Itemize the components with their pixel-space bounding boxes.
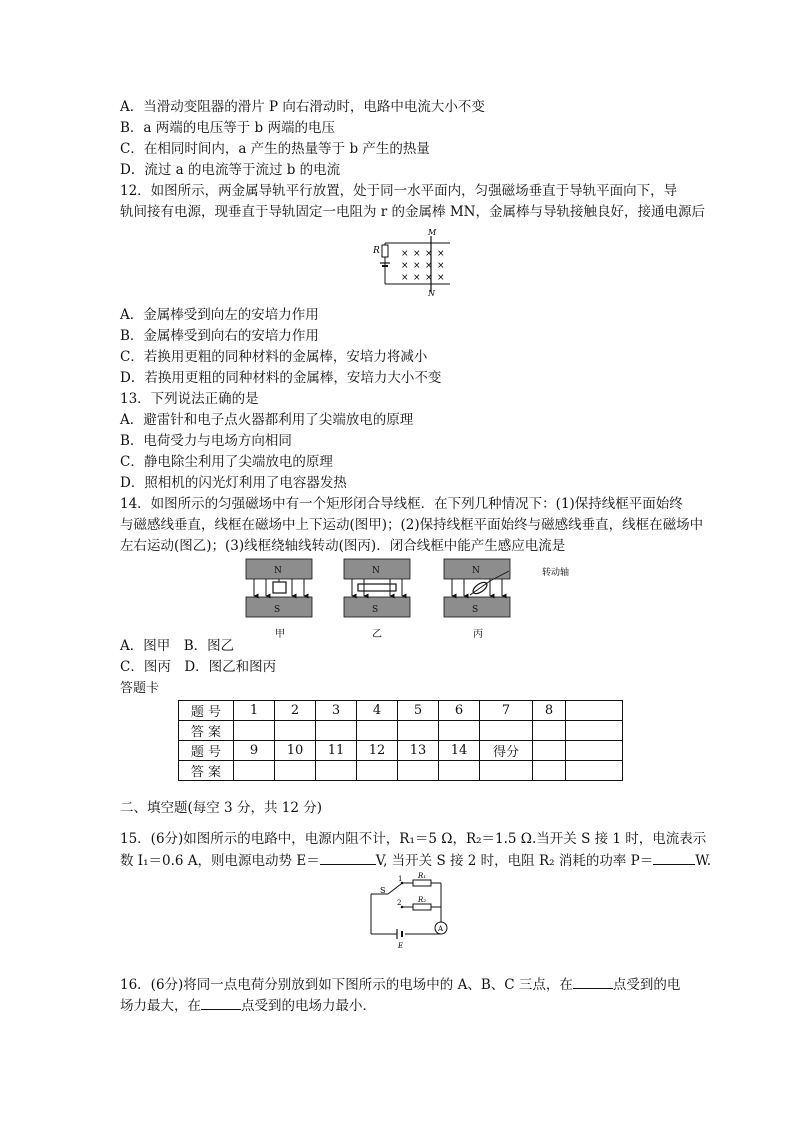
table-cell: 7 <box>480 701 533 721</box>
q14-stem-line2: 与磁感线垂直，线框在磁场中上下运动(图甲)；(2)保持线框平面始终与磁感线垂直，线框在磁场中 <box>120 517 704 533</box>
q15-blank-e[interactable] <box>320 851 376 865</box>
resistor-r2 <box>413 904 431 910</box>
answer-cell <box>234 761 275 781</box>
pole-n: N <box>472 566 480 576</box>
label-e: E <box>398 942 404 950</box>
q11-option-d: D．流过 a 的电流等于流过 b 的电流 <box>120 162 341 178</box>
caption-yi: 乙 <box>372 629 382 640</box>
svg-text:×: × <box>401 261 409 271</box>
q13-stem: 13．下列说法正确的是 <box>120 391 259 407</box>
label-1: 1 <box>398 875 403 883</box>
q12-stem-line1: 12．如图所示，两金属导轨平行放置，处于同一水平面内，匀强磁场垂直于导轨平面向下，导 <box>120 183 678 199</box>
q15-text-c: W. <box>695 853 712 869</box>
table-cell: 5 <box>398 701 439 721</box>
table-row <box>179 701 623 721</box>
q12-option-a: A．金属棒受到向左的安培力作用 <box>120 307 319 323</box>
resistor-r <box>382 245 388 257</box>
table-cell <box>566 701 623 721</box>
answer-cell <box>566 721 623 741</box>
table-cell: 3 <box>316 701 357 721</box>
label-a: A <box>438 925 444 933</box>
q13-option-c: C．静电除尘利用了尖端放电的原理 <box>120 454 333 470</box>
row-label: 答 案 <box>179 761 234 781</box>
answer-card-table <box>178 700 623 781</box>
field-crosses <box>401 249 445 283</box>
label-r: R <box>373 246 380 256</box>
q13-option-a: A．避雷针和电子点火器都利用了尖端放电的原理 <box>120 412 414 428</box>
q13-option-b: B．电荷受力与电场方向相同 <box>120 433 292 449</box>
q16-blank-min[interactable] <box>201 996 241 1010</box>
table-cell: 13 <box>398 741 439 761</box>
q16-text-c: 场力最大，在 <box>120 998 201 1014</box>
answer-cell <box>480 761 533 781</box>
table-cell: 9 <box>234 741 275 761</box>
caption-bing: 丙 <box>473 629 483 640</box>
figure-jia <box>246 559 312 640</box>
wire-loop <box>273 582 286 593</box>
q15-text-a: 数 I₁＝0.6 A，则电源电动势 E＝ <box>120 853 320 869</box>
answer-cell <box>316 761 357 781</box>
figure-yi <box>344 559 410 640</box>
q15-line1: 15．(6分)如图所示的电路中，电源内阻不计，R₁＝5 Ω，R₂＝1.5 Ω.当开关 S 接 1 时，电流表示 <box>120 831 707 847</box>
answer-cell <box>566 761 623 781</box>
q12-rail-figure <box>370 228 460 296</box>
label-r1: R₁ <box>418 872 427 880</box>
caption-jia: 甲 <box>275 629 285 640</box>
q14-options-line1: A．图甲 B．图乙 <box>120 638 235 654</box>
pole-s: S <box>472 605 479 615</box>
q12-option-c: C．若换用更粗的同种材料的金属棒，安培力将减小 <box>120 349 428 365</box>
label-n: N <box>428 289 435 298</box>
svg-text:×: × <box>425 273 433 283</box>
table-row <box>179 741 623 761</box>
table-cell: 11 <box>316 741 357 761</box>
q14-magnet-figures <box>244 557 584 643</box>
q15-circuit-figure <box>362 872 452 950</box>
resistor-r1 <box>413 880 431 886</box>
row-label: 题 号 <box>179 701 234 721</box>
table-cell: 12 <box>357 741 398 761</box>
q16-line2 <box>120 996 376 1015</box>
table-cell <box>533 741 566 761</box>
label-r2: R₂ <box>418 896 427 904</box>
q16-blank-max[interactable] <box>573 975 613 989</box>
answer-card-title: 答题卡 <box>120 681 160 696</box>
svg-text:×: × <box>437 273 445 283</box>
answer-cell <box>533 761 566 781</box>
pole-s: S <box>274 605 281 615</box>
table-cell: 10 <box>275 741 316 761</box>
answer-cell <box>439 721 480 741</box>
switch-blade <box>388 884 401 894</box>
table-cell: 14 <box>439 741 480 761</box>
table-cell: 4 <box>357 701 398 721</box>
table-row <box>179 761 623 781</box>
q13-option-d: D．照相机的闪光灯利用了电容器发热 <box>120 475 347 491</box>
q14-stem-line1: 14．如图所示的匀强磁场中有一个矩形闭合导线框．在下列几种情况下：(1)保持线框平面始终 <box>120 496 683 512</box>
q14-options-line2: C．图丙 D．图乙和图丙 <box>120 659 277 675</box>
table-cell: 1 <box>234 701 275 721</box>
q14-stem-line3: 左右运动(图乙)；(3)线框绕轴线转动(图丙)．闭合线框中能产生感应电流是 <box>120 538 566 554</box>
table-cell: 得分 <box>480 741 533 761</box>
section2-heading: 二、填空题(每空 3 分，共 12 分) <box>120 800 322 816</box>
q11-option-b: B．a 两端的电压等于 b 两端的电压 <box>120 120 335 136</box>
q11-option-c: C．在相同时间内，a 产生的热量等于 b 产生的热量 <box>120 141 430 157</box>
table-cell: 2 <box>275 701 316 721</box>
answer-cell <box>439 761 480 781</box>
answer-cell <box>275 721 316 741</box>
answer-cell <box>533 721 566 741</box>
row-label: 答 案 <box>179 721 234 741</box>
q15-blank-p[interactable] <box>653 851 695 865</box>
axis-label: 转动轴 <box>542 568 570 578</box>
answer-cell <box>275 761 316 781</box>
figure-bing <box>444 559 569 640</box>
pole-s: S <box>372 605 379 615</box>
q16-line1 <box>120 975 680 994</box>
answer-cell <box>480 721 533 741</box>
svg-text:×: × <box>425 249 433 259</box>
q11-option-a: A．当滑动变阻器的滑片 P 向右滑动时，电路中电流大小不变 <box>120 99 485 115</box>
label-2: 2 <box>397 899 402 907</box>
svg-text:×: × <box>413 261 421 271</box>
svg-text:×: × <box>437 249 445 259</box>
q16-text-a: 16．(6分)将同一点电荷分别放到如下图所示的电场中的 A、B、C 三点，在 <box>120 977 573 993</box>
svg-text:×: × <box>413 249 421 259</box>
pole-n: N <box>274 566 282 576</box>
table-cell: 6 <box>439 701 480 721</box>
q15-text-b: V, 当开关 S 接 2 时，电阻 R₂ 消耗的功率 P＝ <box>375 853 654 869</box>
q16-text-b: 点受到的电 <box>612 977 681 993</box>
q12-option-b: B．金属棒受到向右的安培力作用 <box>120 328 319 344</box>
answer-cell <box>316 721 357 741</box>
answer-cell <box>398 721 439 741</box>
answer-cell <box>398 761 439 781</box>
row-label: 题 号 <box>179 741 234 761</box>
svg-text:×: × <box>401 273 409 283</box>
svg-text:×: × <box>425 261 433 271</box>
table-row <box>179 721 623 741</box>
q12-option-d: D．若换用更粗的同种材料的金属棒，安培力大小不变 <box>120 370 442 386</box>
answer-cell <box>357 761 398 781</box>
svg-text:×: × <box>413 273 421 283</box>
q12-stem-line2: 轨间接有电源，现垂直于导轨固定一电阻为 r 的金属棒 MN，金属棒与导轨接触良好，接通电源后 <box>120 204 705 220</box>
pole-n: N <box>372 566 380 576</box>
label-s: S <box>380 886 386 895</box>
svg-text:×: × <box>401 249 409 259</box>
label-m: M <box>428 228 437 237</box>
q15-line2 <box>120 851 711 870</box>
q16-text-d: 点受到的电场力最小． <box>241 998 376 1014</box>
answer-cell <box>357 721 398 741</box>
table-cell <box>566 741 623 761</box>
answer-cell <box>234 721 275 741</box>
svg-text:×: × <box>437 261 445 271</box>
table-cell: 8 <box>533 701 566 721</box>
